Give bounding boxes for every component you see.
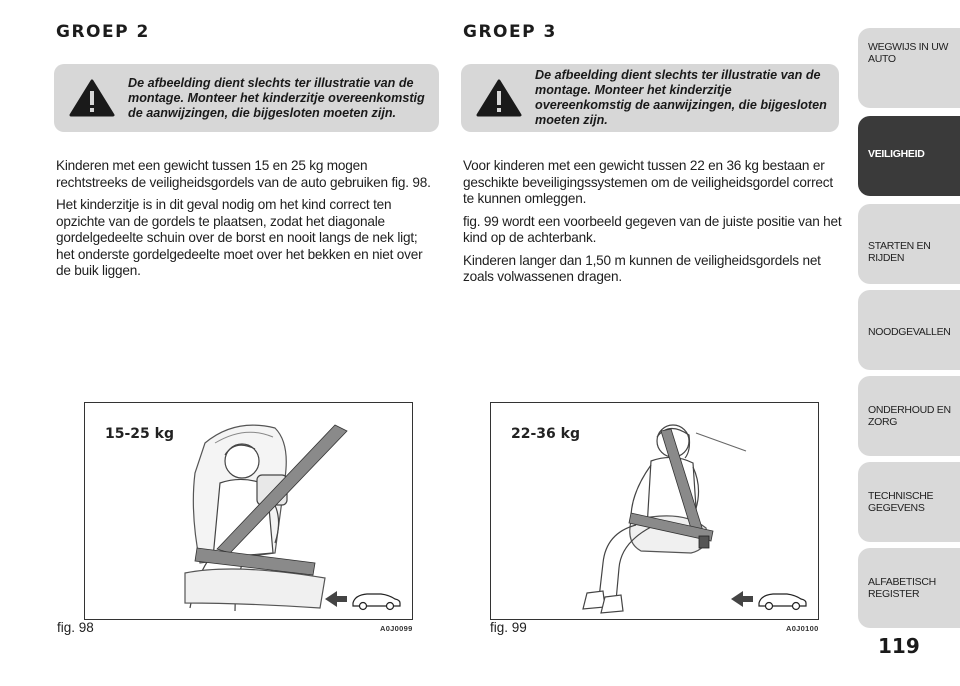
section-heading-groep-3: GROEP 3 <box>463 22 557 42</box>
figure-child-booster-cushion <box>490 402 819 620</box>
tab-starten-en-rijden[interactable]: STARTEN EN RIJDEN <box>858 204 960 284</box>
warning-box <box>461 64 839 132</box>
tab-noodgevallen[interactable]: NOODGEVALLEN <box>858 290 960 370</box>
figure-code: A0J0099 <box>380 624 413 633</box>
car-forward-arrow-icon <box>729 585 809 613</box>
warning-box <box>54 64 439 132</box>
tab-wegwijs-in-uw-auto[interactable]: WEGWIJS IN UW AUTO <box>858 28 960 108</box>
tab-alfabetisch-register[interactable]: ALFABETISCH REGISTER <box>858 548 960 628</box>
tab-onderhoud-en-zorg[interactable]: ONDERHOUD EN ZORG <box>858 376 960 456</box>
body-text-right <box>463 158 843 292</box>
warning-triangle-icon <box>475 78 523 118</box>
tab-technische-gegevens[interactable]: TECHNISCHE GEGEVENS <box>858 462 960 542</box>
figure-caption: fig. 98 <box>57 620 94 635</box>
figure-caption: fig. 99 <box>490 620 527 635</box>
warning-text: De afbeelding dient slechts ter illustratie van de montage. Monteer het kinderzitje overeenkomstig de aanwijzingen, die bijgesloten moeten zijn. <box>535 68 827 127</box>
paragraph: Kinderen met een gewicht tussen 15 en 25 kg mogen rechtstreeks de veiligheidsgordels van de auto gebruiken fig. 98. <box>56 158 431 190</box>
figure-weight-label: 22-36 kg <box>511 426 580 442</box>
figure-weight-label: 15-25 kg <box>105 426 174 442</box>
figure-code: A0J0100 <box>786 624 819 633</box>
warning-triangle-icon <box>68 78 116 118</box>
section-heading-groep-2: GROEP 2 <box>56 22 150 42</box>
page-number: 119 <box>878 634 920 658</box>
body-text-left <box>56 158 436 286</box>
paragraph: Voor kinderen met een gewicht tussen 22 en 36 kg bestaan er geschikte beveiligingssystemen om de veiligheidsgordel correct te kunnen omleggen. <box>463 158 833 206</box>
paragraph: Kinderen langer dan 1,50 m kunnen de veiligheidsgordels net zoals volwassenen dragen. <box>463 252 821 284</box>
paragraph: fig. 99 wordt een voorbeeld gegeven van de juiste positie van het kind op de achterbank. <box>463 213 842 245</box>
car-forward-arrow-icon <box>323 585 403 613</box>
paragraph: Het kinderzitje is in dit geval nodig om het kind correct ten opzichte van de gordels te plaatsen, zodat het diagonale gordelgedeelte schuin over de borst en nooit langs de nek ligt; het onderste gordelgedeelte moet over het bekken en niet over de buik liggen. <box>56 197 423 278</box>
warning-text: De afbeelding dient slechts ter illustratie van de montage. Monteer het kinderzitje overeenkomstig de aanwijzingen, die bijgesloten moeten zijn. <box>128 75 425 120</box>
tab-veiligheid[interactable]: VEILIGHEID <box>858 116 960 196</box>
figure-child-booster-seat <box>84 402 413 620</box>
